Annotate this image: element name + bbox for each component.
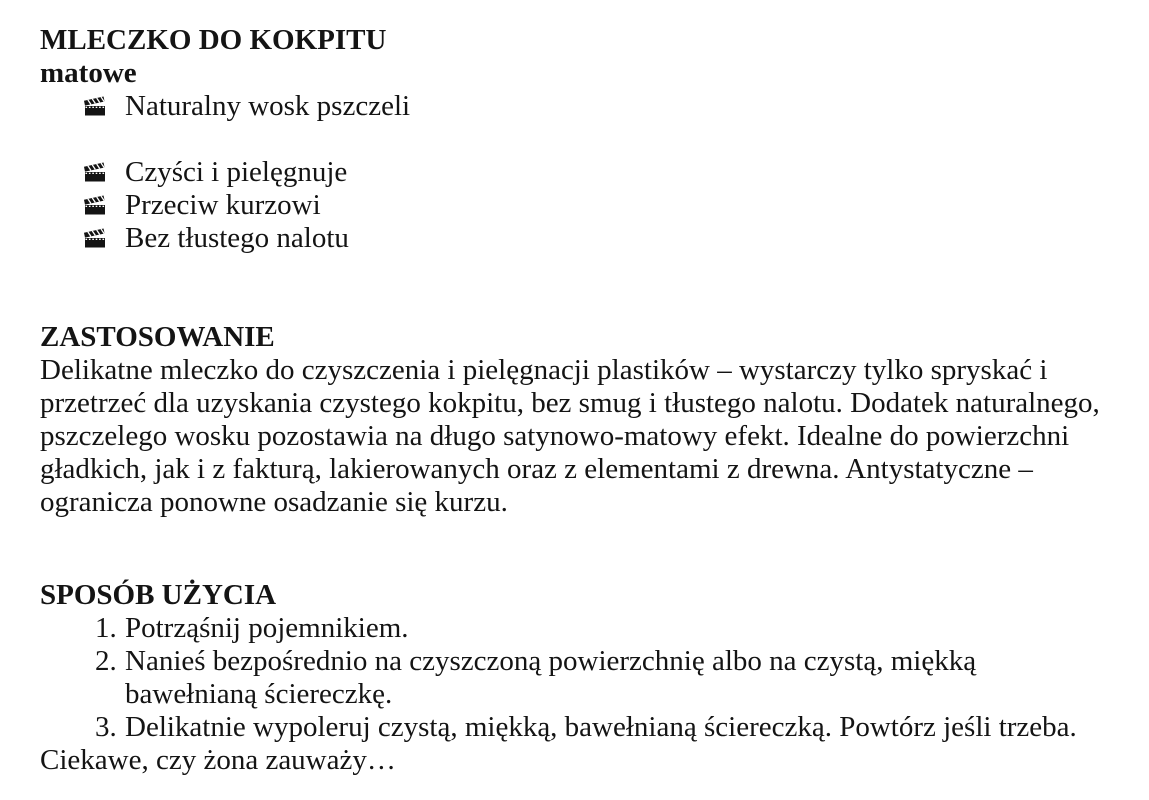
usage-heading: SPOSÓB UŻYCIA <box>40 579 277 611</box>
feature-label: Przeciw kurzowi <box>125 189 321 221</box>
feature-item <box>40 156 1115 189</box>
clapperboard-icon <box>84 162 107 183</box>
product-subtitle: matowe <box>40 57 137 89</box>
feature-label: Bez tłustego nalotu <box>125 222 349 254</box>
usage-step <box>40 711 1115 744</box>
step-text: Potrząśnij pojemnikiem. <box>125 612 409 644</box>
clapperboard-icon <box>84 96 107 117</box>
clapperboard-icon <box>84 228 107 249</box>
clapperboard-icon <box>84 195 107 216</box>
feature-label: Czyści i pielęgnuje <box>125 156 348 188</box>
usage-step <box>40 645 1115 711</box>
step-text: Nanieś bezpośrednio na czyszczoną powierzchnię albo na czystą, miękką bawełnianą ściereczkę. <box>125 645 977 710</box>
step-number: 1. <box>95 612 117 644</box>
feature-item <box>40 189 1115 222</box>
footer-note: Ciekawe, czy żona zauważy… <box>40 744 396 776</box>
feature-label: Naturalny wosk pszczeli <box>125 90 411 122</box>
usage-step <box>40 612 1115 645</box>
step-text: Delikatnie wypoleruj czystą, miękką, bawełnianą ściereczką. Powtórz jeśli trzeba. <box>125 711 1077 743</box>
feature-item <box>40 222 1115 255</box>
feature-item <box>40 90 1115 123</box>
application-heading: ZASTOSOWANIE <box>40 321 275 353</box>
step-number: 2. <box>95 645 117 677</box>
spacer <box>40 123 1115 156</box>
step-number: 3. <box>95 711 117 743</box>
application-body: Delikatne mleczko do czyszczenia i pielęgnacji plastików – wystarczy tylko spryskać i przetrzeć dla uzyskania czystego kokpitu, bez smug i tłustego nalotu. Dodatek naturalnego, pszczelego wosku pozostawia na długo satynowo-matowy efekt. Idealne do powierzchni gładkich, jak i z fakturą, lakierowanych oraz z elementami z drewna. Antystatyczne – ogranicza ponowne osadzanie się kurzu. <box>40 354 1100 518</box>
product-title: MLECZKO DO KOKPITU <box>40 24 387 56</box>
